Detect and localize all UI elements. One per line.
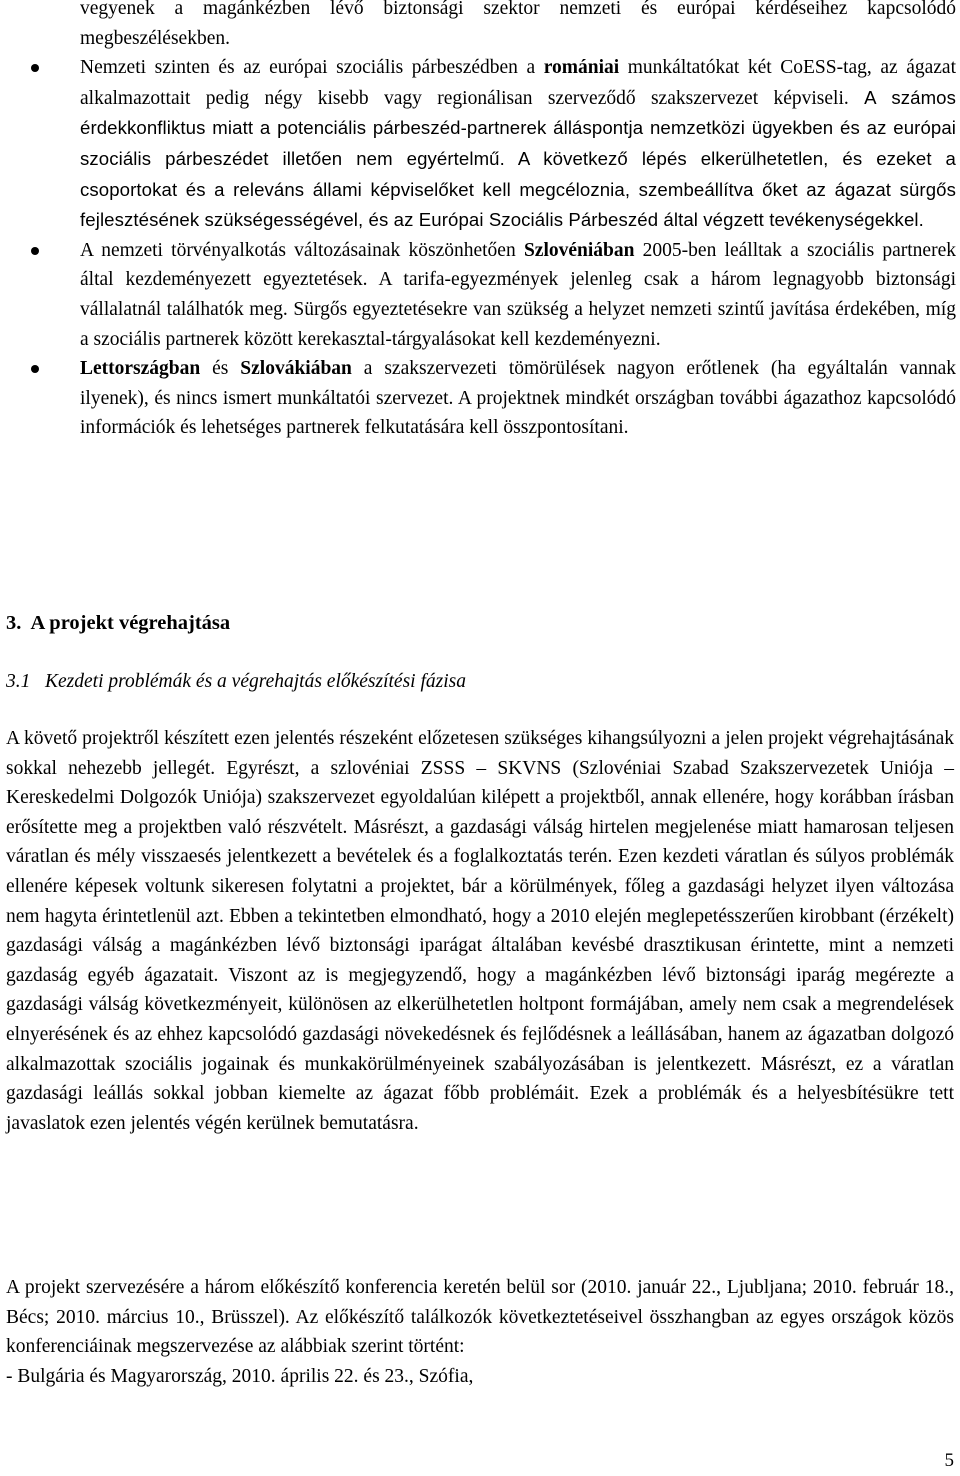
list-item-text: vegyenek a magánkézben lévő biztonsági szektor nemzeti és európai kérdéseihez kapcsolódó megbeszélésekben. (80, 0, 956, 49)
country-name: Lettországban (80, 358, 201, 380)
list-line: - Bulgária és Magyarország, 2010. április 22. és 23., Szófia, (6, 1365, 474, 1387)
bullet-icon (31, 247, 39, 255)
country-name: Szlovákiában (240, 358, 352, 380)
body-paragraph: A követő projektről készített ezen jelentés részeként előzetesen szükséges kihangsúlyozni a jelen projekt végrehajtásának sokkal nehezebb jellegét. Egyrészt, a szlovéniai ZSSS – SKVNS (Szlovéniai Szabad Szakszervezetek Uniója – Kereskedelmi Dolgozók Uniója) szakszervezet egyoldalúan kilépett a projektből, annak ellenére, hogy korábban írásban erősítette meg a projektben való részvételt. Másrészt, a gazdasági válság hirtelen megjelenése miatt hamarosan teljesen váratlan és mély visszaesés jelentkezett a bevételek és a foglalkoztatás terén. Ezen kezdeti váratlan és súlyos problémák ellenére képesek voltunk sikeresen folytatni a projektet, bár a körülmények, főleg a gazdasági helyzet ilyen változása nem hagyta érintetlenül azt. Ebben a tekintetben elmondható, hogy a 2010 elején meglepetésszerűen kirobbant (érzékelt) gazdasági válság a magánkézben lévő biztonsági iparágat általában kevésbé drasztikusan érintette, mint a nemzeti gazdaság egyéb ágazatait. Viszont az is megjegyzendő, hogy a magánkézben lévő biztonsági iparág megérezte a gazdasági válság következményeit, különösen az elkerülhetetlen holtpont formájában, amely nem csak a megrendelések elnyerésének és az ehhez kapcsolódó gazdasági növekedésnek és fejlődésnek a leállásában, hanem az ágazatban dolgozó alkalmazottak szociális jogainak és munkakörülményeinek szabályozásában is jelentkezett. Másrészt, ez a váratlan gazdasági leállás sokkal jobban kiemelte az ágazat főbb problémáit. Ezek a problémák és a helyesbítésükre tett javaslatok ezen jelentés végén kerülnek bemutatásra. (6, 728, 954, 1134)
list-item-text (80, 236, 956, 354)
text-run: és (200, 358, 241, 380)
section-heading: 3. A projekt végrehajtása (6, 612, 231, 634)
text-run: Nemzeti szinten és az európai szociális párbeszédben a (80, 57, 544, 79)
list-item-romania (0, 53, 960, 236)
list-item-latvia-slovakia (0, 354, 960, 443)
list-item-text (80, 354, 956, 443)
text-run: munkáltatókat két CoESS-tag, az ágazat alkalmazottait pedig négy kisebb vagy regionálisan szerveződő szakszervezet képviseli. (80, 57, 957, 109)
list-item-continuation (0, 0, 960, 53)
bullet-icon (31, 365, 39, 373)
list-item-slovenia (0, 236, 960, 354)
paragraph-text: A projekt szervezésére a három előkészítő konferencia keretén belül sor (2010. január 22., Ljubljana; 2010. február 18., Bécs; 2010. március 10., Brüsszel). Az előkészítő találkozók következtetéseivel összhangban az egyes országok közös konferenciáinak megszervezése az alábbiak szerint történt: (6, 1277, 954, 1358)
bullet-icon (31, 64, 39, 72)
list-item-text (80, 53, 956, 236)
country-name: Szlovéniában (523, 239, 635, 261)
body-paragraph-2 (6, 1273, 954, 1391)
subsection-heading: 3.1 Kezdeti problémák és a végrehajtás előkészítési fázisa (6, 671, 466, 692)
text-run: a szakszervezeti tömörülések nagyon erőtlenek (ha egyáltalán vannak ilyenek), és nincs ismert munkáltatói szervezet. A projektnek mindkét országban további ágazathoz kapcsolódó információk és lehetséges partnerek felkutatására kell összpontosítani. (80, 358, 956, 439)
text-run: A nemzeti törvényalkotás változásainak köszönhetően (80, 239, 524, 261)
page-number: 5 (944, 1450, 954, 1471)
text-run: A számos érdekkonfliktus miatt a potenciális párbeszéd-partnerek álláspontja nemzetközi ügyekben és az európai szociális párbeszédet illetően nem egyértelmű. A következő lépés elkerülhetetlen, és ezeket a csoportokat és a releváns állami képviselőket kell megcéloznia, szembeállítva őket az ágazat sürgős fejlesztésének szükségességével, és az Európai Szociális Párbeszéd által végzett tevékenységekkel. (80, 86, 957, 231)
bullet-list (0, 0, 960, 443)
country-name: romániai (543, 57, 620, 79)
text-run: 2005-ben leálltak a szociális partnerek által kezdeményezett egyeztetések. A tarifa-egyezmények jelenleg csak a három legnagyobb biztonsági vállalatnál találhatók meg. Sürgős egyeztetésekre van szükség a helyzet nemzeti szintű javítása érdekében, míg a szociális partnerek között kerekasztal-tárgyalásokat kell kezdeményezni. (80, 239, 956, 350)
